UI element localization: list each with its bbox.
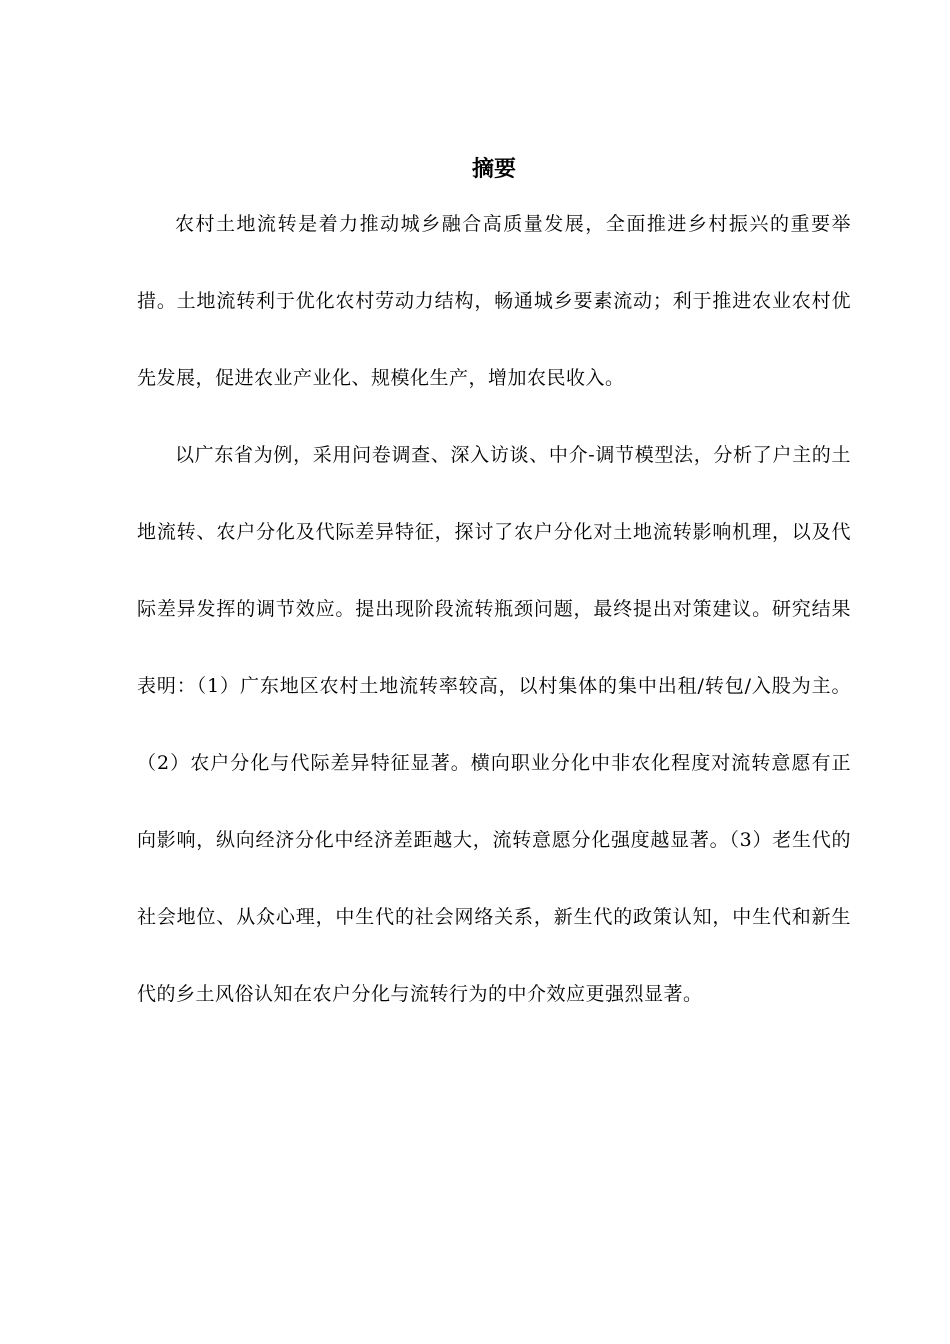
abstract-paragraph-2: 以广东省为例，采用问卷调查、深入访谈、中介-调节模型法，分析了户主的土地流转、农户分化及代际差异特征，探讨了农户分化对土地流转影响机理，以及代际差异发挥的调节效应。提出现阶段流转瓶颈问题，最终提出对策建议。研究结果表明：（1）广东地区农村土地流转率较高，以村集体的集中出租/转包/入股为主。（2）农户分化与代际差异特征显著。横向职业分化中非农化程度对流转意愿有正向影响，纵向经济分化中经济差距越大，流转意愿分化强度越显著。（3）老生代的社会地位、从众心理，中生代的社会网络关系，新生代的政策认知，中生代和新生代的乡土风俗认知在农户分化与流转行为的中介效应更强烈显著。 — [137, 444, 851, 1005]
document-page — [137, 150, 851, 1033]
abstract-paragraph-1: 农村土地流转是着力推动城乡融合高质量发展，全面推进乡村振兴的重要举措。土地流转利于优化农村劳动力结构，畅通城乡要素流动；利于推进农业农村优先发展，促进农业产业化、规模化生产，增加农民收入。 — [137, 213, 851, 389]
abstract-title: 摘要 — [471, 157, 516, 182]
